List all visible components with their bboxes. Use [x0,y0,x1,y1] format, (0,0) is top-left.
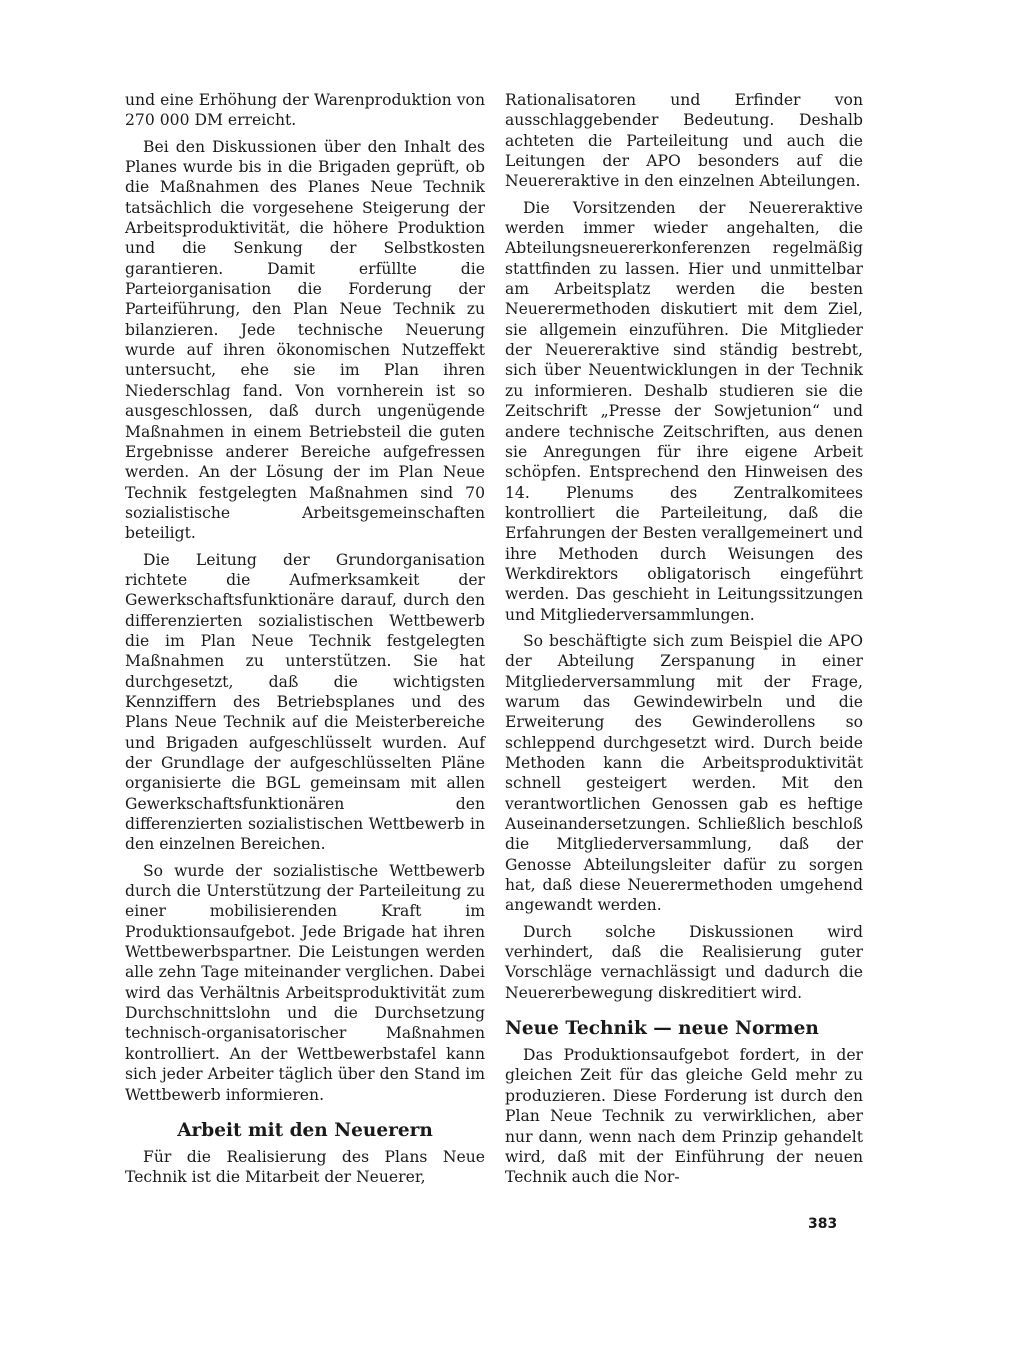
section-heading: Arbeit mit den Neuerern [177,1119,433,1141]
paragraph: Durch solche Diskussionen wird verhindert, daß die Realisierung guter Vorschläge vernachlässigt und dadurch die Neuererbewegung diskreditiert wird. [505,922,863,1002]
page-number: 383 [808,1216,838,1232]
paragraph: So beschäftigte sich zum Beispiel die APO der Abteilung Zerspanung in einer Mitgliederversammlung mit der Frage, warum das Gewindewirbeln und die Erweiterung des Gewinderollens so schleppend durchgesetzt wird. Durch beide Methoden kann die Arbeitsproduktivität schnell gesteigert werden. Mit den verantwortlichen Genossen gab es heftige Auseinandersetzungen. Schließlich beschloß die Mitgliederversammlung, daß der Genosse Abteilungsleiter dafür zu sorgen hat, daß diese Neuerermethoden umgehend angewandt werden. [505,631,863,915]
paragraph: So wurde der sozialistische Wettbewerb durch die Unterstützung der Parteileitung zu einer mobilisierenden Kraft im Produktionsaufgebot. Jede Brigade hat ihren Wettbewerbspartner. Die Leistungen werden alle zehn Tage miteinander verglichen. Dabei wird das Verhältnis Arbeitsproduktivität zum Durchschnittslohn und die Durchsetzung technisch-organisatorischer Maßnahmen kontrolliert. An der Wettbewerbstafel kann sich jeder Arbeiter täglich über den Stand im Wettbewerb informieren. [125,861,485,1104]
paragraph: Die Vorsitzenden der Neuereraktive werden immer wieder angehalten, die Abteilungsneuererkonferenzen regelmäßig stattfinden zu lassen. Hier und unmittelbar am Arbeitsplatz werden die besten Neuerermethoden diskutiert mit dem Ziel, sie allgemein einzuführen. Die Mitglieder der Neuereraktive sind ständig bestrebt, sich über Neuentwicklungen in der Technik zu informieren. Deshalb studieren sie die Zeitschrift „Presse der Sowjetunion“ und andere technische Zeitschriften, aus denen sie Anregungen für ihre eigene Arbeit schöpfen. Entsprechend den Hinweisen des 14. Plenums des Zentralkomitees kontrolliert die Parteileitung, daß die Erfahrungen der Besten verallgemeinert und ihre Methoden durch Weisungen des Werkdirektors obligatorisch eingeführt werden. Das geschieht in Leitungssitzungen und Mitgliederversammlungen. [505,198,863,624]
right-column [505,90,863,1194]
paragraph: Bei den Diskussionen über den Inhalt des Planes wurde bis in die Brigaden geprüft, ob die Maßnahmen des Planes Neue Technik tatsächlich die vorgesehene Steigerung der Arbeitsproduktivität, die höhere Produktion und die Senkung der Selbstkosten garantieren. Damit erfüllte die Parteiorganisation die Forderung der Parteiführung, den Plan Neue Technik zu bilanzieren. Jede technische Neuerung wurde auf ihren ökonomischen Nutzeffekt untersucht, ehe sie im Plan ihren Niederschlag fand. Von vornherein ist so ausgeschlossen, daß durch ungenügende Maßnahmen in einem Betriebsteil die guten Ergebnisse anderer Bereiche aufgefressen werden. An der Lösung der im Plan Neue Technik festgelegten Maßnahmen sind 70 sozialistische Arbeitsgemeinschaften beteiligt. [125,137,485,543]
paragraph: Das Produktionsaufgebot fordert, in der gleichen Zeit für das gleiche Geld mehr zu produzieren. Diese Forderung ist durch den Plan Neue Technik zu verwirklichen, aber nur dann, wenn nach dem Prinzip gehandelt wird, daß mit der Einführung der neuen Technik auch die Nor- [505,1046,863,1187]
paragraph: und eine Erhöhung der Warenproduktion von 270 000 DM erreicht. [125,91,485,130]
paragraph: Rationalisatoren und Erfinder von ausschlaggebender Bedeutung. Deshalb achteten die Parteileitung und auch die Leitungen der APO besonders auf die Neuereraktive in den einzelnen Abteilungen. [505,91,863,191]
paragraph: Für die Realisierung des Plans Neue Technik ist die Mitarbeit der Neuerer, [125,1147,485,1187]
paragraph: Die Leitung der Grundorganisation richtete die Aufmerksamkeit der Gewerkschaftsfunktionäre darauf, durch den differenzierten sozialistischen Wettbewerb die im Plan Neue Technik festgelegten Maßnahmen zu unterstützen. Sie hat durchgesetzt, daß die wichtigsten Kennziffern des Betriebsplanes und des Plans Neue Technik auf die Meisterbereiche und Brigaden aufgeschlüsselt wurden. Auf der Grundlage der aufgeschlüsselten Pläne organisierte die BGL gemeinsam mit allen Gewerkschaftsfunktionären den differenzierten sozialistischen Wettbewerb in den einzelnen Bereichen. [125,550,485,854]
left-column [125,90,485,1194]
section-heading: Neue Technik — neue Normen [505,1018,819,1040]
